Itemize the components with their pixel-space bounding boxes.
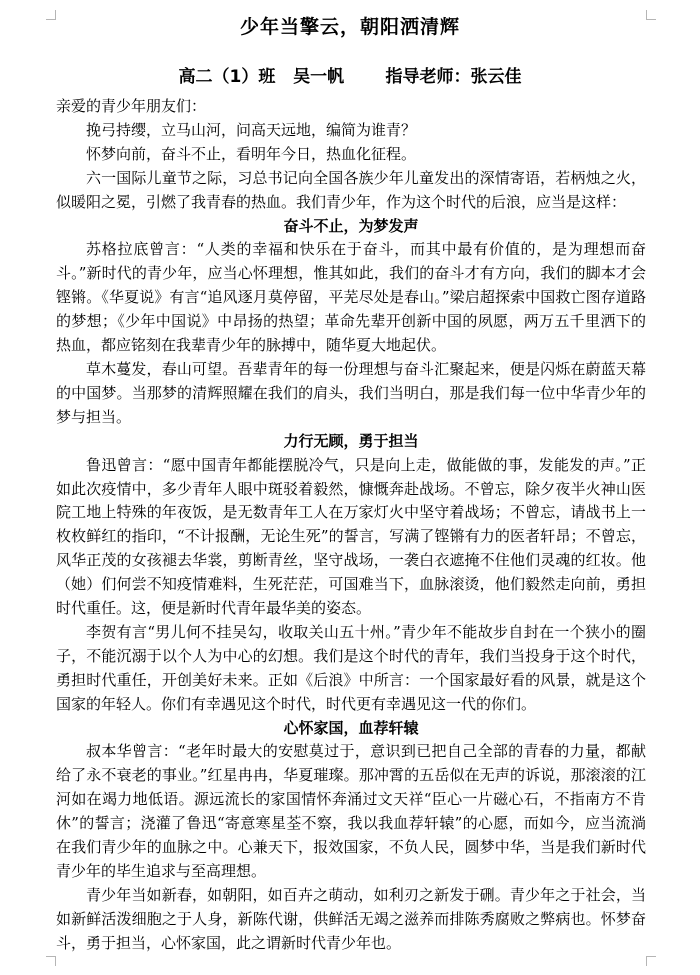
section-heading: 力行无顾，勇于担当 — [283, 431, 419, 450]
page-corner-mark — [46, 956, 56, 966]
body-paragraph: 李贺有言“男儿何不挂吴勾，收取关山五十州。”青少年不能故步自封在一个狭小的圈子，不能沉溺于以个人为中心的幻想。我们是这个时代的青年，我们当投身于这个时代，勇担时代重任，开创美好未来。正如《后浪》中所言：一个国家最好看的风景，就是这个国家的年轻人。你们有幸遇见这个时代，时代更有幸遇见这一代的你们。 — [56, 622, 646, 713]
body-paragraph: 青少年当如新春，如朝阳，如百卉之萌动，如利刃之新发于硎。青少年之于社会，当如新鲜活泼细胞之于人身，新陈代谢，供鲜活无竭之滋养而排陈秀腐败之弊病也。怀梦奋斗，勇于担当，心怀家国，此之谓新时代青少年也。 — [56, 885, 646, 952]
document-title: 少年当擎云，朝阳洒清辉 — [239, 16, 460, 38]
body-paragraph: 叔本华曾言：“老年时最大的安慰莫过于，意识到已把自己全部的青春的力量，都献给了永不衰老的事业。”红星冉冉，华夏璀璨。那冲霄的五岳似在无声的诉说，那滚滚的江河如在竭力地低语。源远流长的家国情怀奔涌过文天祥“臣心一片磁心石，不指南方不肯休”的誓言；浇灌了鲁迅“寄意寒星荃不察，我以我血荐轩辕”的心愿，而如今，应当流淌在我们青少年的血脉之中。心兼天下，报效国家，不负人民，圆梦中华，当是我们新时代青少年的毕生追求与至高理想。 — [56, 742, 646, 880]
salutation: 亲爱的青少年朋友们： — [56, 97, 207, 115]
body-paragraph: 鲁迅曾言：“愿中国青年都能摆脱冷气，只是向上走，做能做的事，发能发的声。”正如此次疫情中，多少青年人眼中斑驳着毅然，慷慨奔赴战场。不曾忘，除夕夜半火神山医院工地上特殊的年夜饭，是无数青年工人在万家灯火中坚守着战场；不曾忘，请战书上一枚枚鲜红的指印，“不计报酬，无论生死”的誓言，写满了铿锵有力的医者轩昂；不曾忘，风华正茂的女孩褪去华裳，剪断青丝，坚守战场，一袭白衣遮掩不住他们灵魂的红妆。他（她）们何尝不知疫情难料，生死茫茫，可国难当下，血脉滚烫，他们毅然走向前，勇担时代重任。这，便是新时代青年最华美的姿态。 — [56, 455, 646, 618]
section-heading: 心怀家国，血荐轩辕 — [283, 718, 419, 737]
document-body — [56, 95, 646, 956]
page-corner-mark — [646, 956, 656, 966]
intro-paragraph: 六一国际儿童节之际，习总书记向全国各族少年儿童发出的深情寄语，若柄烛之火，似暖阳之冕，引燃了我青春的热血。我们青少年，作为这个时代的后浪，应当是这样： — [56, 168, 646, 211]
intro-line: 怀梦向前，奋斗不止，看明年今日，热血化征程。 — [86, 144, 417, 163]
body-paragraph: 草木蔓发，春山可望。吾辈青年的每一份理想与奋斗汇聚起来，便是闪烁在蔚蓝天幕的中国梦。当那梦的清辉照耀在我们的肩头，我们当明白，那是我们每一位中华青少年的梦与担当。 — [56, 359, 646, 426]
body-paragraph: 苏格拉底曾言：“人类的幸福和快乐在于奋斗，而其中最有价值的，是为理想而奋斗。”新时代的青少年，应当心怀理想，惟其如此，我们的奋斗才有方向，我们的脚本才会铿锵。《华夏说》有言“追风逐月莫停留，平芜尽处是春山。”梁启超探索中国救亡图存道路的梦想；《少年中国说》中昂扬的热望；革命先辈开创新中国的夙愿，两万五千里洒下的热血，都应铭刻在我辈青少年的脉搏中，随华夏大地起伏。 — [56, 240, 646, 355]
section-heading: 奋斗不止，为梦发声 — [283, 216, 419, 235]
intro-line: 挽弓持缨，立马山河，问高天远地，编简为谁青？ — [86, 120, 417, 139]
author-line: 高二（1）班 吴一帆 指导老师：张云佳 — [178, 67, 522, 87]
